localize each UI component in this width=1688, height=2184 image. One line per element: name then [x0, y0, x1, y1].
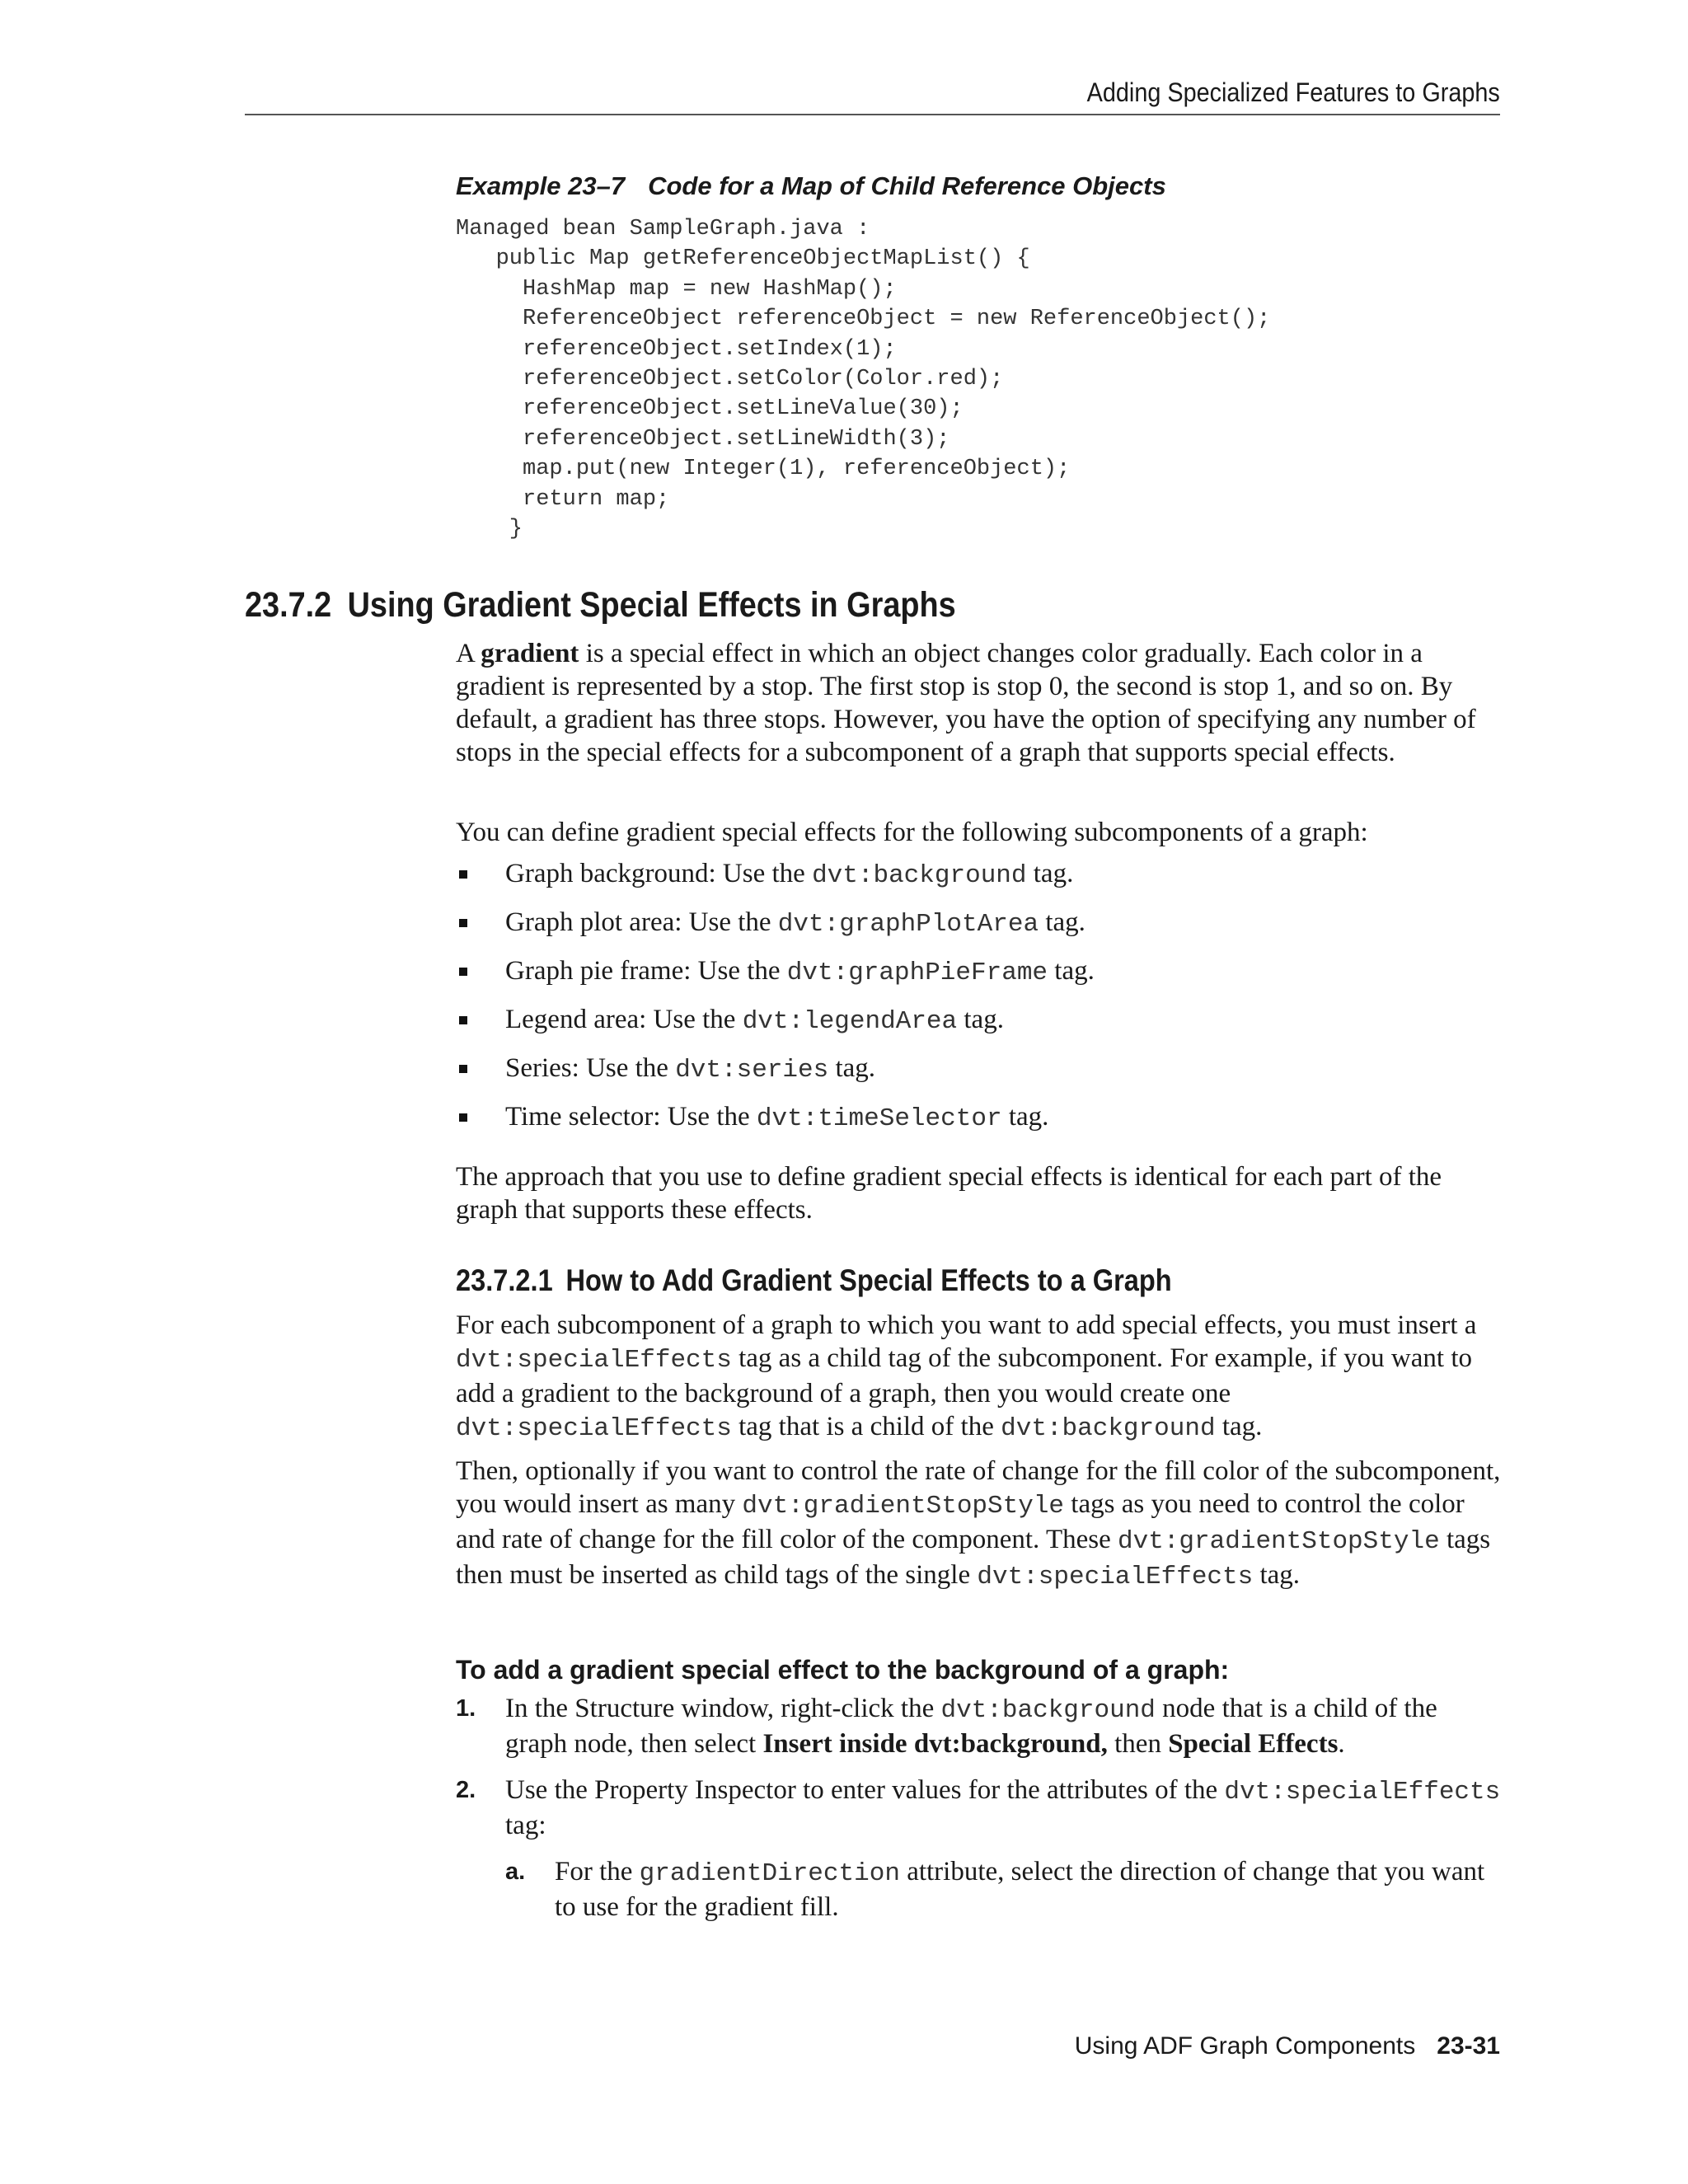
bullet-text: Graph plot area: Use the — [505, 907, 778, 937]
inline-code: dvt:gradientStopStyle — [742, 1492, 1065, 1521]
subsection-paragraph-1 — [456, 1309, 1501, 1446]
inline-code: dvt:legendArea — [742, 1007, 958, 1036]
step-text: For the — [555, 1857, 640, 1886]
inline-code: dvt:background — [1001, 1414, 1216, 1443]
menu-item-bold: Special Effects — [1168, 1729, 1339, 1759]
list-item — [456, 857, 1501, 906]
list-item — [456, 954, 1501, 1003]
list-item — [456, 906, 1501, 954]
section-number: 23.7.2 — [245, 585, 332, 625]
bullet-square-icon — [459, 1113, 467, 1122]
bullet-square-icon — [459, 968, 467, 976]
inline-code: gradientDirection — [639, 1859, 900, 1888]
bullet-square-icon — [459, 870, 467, 879]
bullet-square-icon — [459, 1016, 467, 1024]
subsection-number: 23.7.2.1 — [456, 1263, 553, 1297]
procedure-substep-a — [505, 1855, 1501, 1924]
procedure-step-2 — [456, 1774, 1501, 1842]
procedure-title: To add a gradient special effect to the background of a graph: — [456, 1655, 1230, 1685]
inline-code: dvt:background — [812, 861, 1027, 890]
bullet-text: Graph background: Use the — [505, 859, 813, 888]
code-block: Managed bean SampleGraph.java : public Map getReferenceObjectMapList() { HashMap map = new HashMap(); ReferenceObject referenceObject = new ReferenceObject(); referenceObject.setIndex(1); referenceObject.setColor(Color.red); referenceObject.setLineValue(30); referenceObject.setLineWidth(3); map.put(new Integer(1), referenceObject); return map; } — [456, 217, 1271, 542]
substep-letter: a. — [505, 1858, 526, 1885]
bullet-square-icon — [459, 919, 467, 927]
para-text: tag that is a child of the — [731, 1412, 1001, 1441]
subcomponent-list — [456, 857, 1501, 1149]
step-number: 2. — [456, 1777, 476, 1803]
bullet-text: tag. — [1026, 859, 1074, 888]
step-text: In the Structure window, right-click the — [505, 1694, 941, 1723]
inline-code: dvt:specialEffects — [977, 1563, 1254, 1591]
para-text: Then, optionally if you want to control the rate of change for the fill color of the subcomponent, you would insert as many — [456, 1456, 1501, 1519]
inline-code: dvt:background — [940, 1696, 1156, 1725]
bullet-text: tag. — [1048, 956, 1095, 986]
subcomponents-intro: You can define gradient special effects for the following subcomponents of a graph: — [456, 818, 1368, 847]
bullet-text: Series: Use the — [505, 1053, 676, 1083]
list-item — [456, 1052, 1501, 1100]
bullet-text: Time selector: Use the — [505, 1102, 757, 1132]
list-item — [456, 1003, 1501, 1052]
bullet-text: Legend area: Use the — [505, 1005, 743, 1034]
bullet-text: tag. — [957, 1005, 1004, 1034]
para-text: tag as a child tag of the subcomponent. For example, if you want to add a gradient to the background of a graph, then you would create one — [456, 1343, 1472, 1408]
step-text: tag: — [505, 1811, 546, 1840]
inline-code: dvt:specialEffects — [1224, 1778, 1501, 1807]
step-text: . — [1338, 1729, 1345, 1759]
section-title: Using Gradient Special Effects in Graphs — [347, 585, 956, 625]
para-text: tag. — [1253, 1560, 1301, 1590]
subsection-heading — [456, 1263, 1172, 1298]
bullet-text: tag. — [1039, 907, 1085, 937]
para-text: For each subcomponent of a graph to which you want to add special effects, you must insert a — [456, 1310, 1477, 1340]
footer-title: Using ADF Graph Components — [1074, 2032, 1416, 2060]
inline-code: dvt:specialEffects — [456, 1414, 732, 1443]
bullet-text: tag. — [828, 1053, 876, 1083]
running-header: Adding Specialized Features to Graphs — [1086, 77, 1500, 107]
para-text: tags then must be inserted as child tags of the single — [456, 1525, 1491, 1590]
procedure-step-1 — [456, 1692, 1501, 1760]
menu-path-bold: Insert inside dvt:background, — [762, 1729, 1108, 1759]
step-body — [456, 1774, 1501, 1842]
para-text: tag. — [1215, 1412, 1263, 1441]
bullet-text: tag. — [1001, 1102, 1049, 1132]
step-text: node that is a child of the graph node, then select — [505, 1694, 1437, 1759]
inline-code: dvt:graphPlotArea — [777, 910, 1039, 939]
subsection-title: How to Add Gradient Special Effects to a Graph — [565, 1263, 1172, 1297]
step-number: 1. — [456, 1695, 476, 1722]
intro-text-b: is a special effect in which an object changes color gradually. Each color in a gradient is represented by a stop. The first stop is stop 0, the second is stop 1, and so on. By default, a gradient has three stops. However, you have the option of specifying any number of stops in the special effects for a subcomponent of a graph that supports special effects. — [456, 639, 1476, 767]
inline-code: dvt:specialEffects — [456, 1346, 732, 1375]
para-text: tags as you need to control the color and rate of change for the fill color of the component. These — [456, 1489, 1465, 1554]
list-item — [456, 1100, 1501, 1149]
intro-text-a: A — [456, 639, 481, 668]
example-title: Code for a Map of Child Reference Objects — [648, 171, 1166, 200]
section-heading — [245, 585, 956, 626]
gradient-term: gradient — [481, 639, 579, 668]
example-number: Example 23–7 — [456, 171, 626, 200]
inline-code: dvt:timeSelector — [756, 1104, 1002, 1133]
header-rule — [245, 114, 1500, 115]
step-body — [456, 1692, 1501, 1760]
page-footer — [1075, 2032, 1500, 2060]
inline-code: dvt:gradientStopStyle — [1118, 1527, 1440, 1556]
bullet-text: Graph pie frame: Use the — [505, 956, 787, 986]
step-text: attribute, select the direction of change that you want to use for the gradient fill. — [555, 1857, 1485, 1922]
inline-code: dvt:graphPieFrame — [786, 958, 1048, 987]
example-caption — [456, 171, 1166, 201]
bullet-square-icon — [459, 1065, 467, 1073]
subsection-paragraph-2 — [456, 1455, 1501, 1594]
intro-paragraph — [456, 637, 1501, 769]
step-text: then — [1107, 1729, 1169, 1759]
step-text: Use the Property Inspector to enter values for the attributes of the — [505, 1775, 1225, 1805]
inline-code: dvt:series — [675, 1056, 829, 1085]
page-number: 23-31 — [1437, 2032, 1500, 2060]
closing-paragraph: The approach that you use to define gradient special effects is identical for each part of the graph that supports these effects. — [456, 1162, 1442, 1225]
substep-body — [505, 1855, 1501, 1924]
